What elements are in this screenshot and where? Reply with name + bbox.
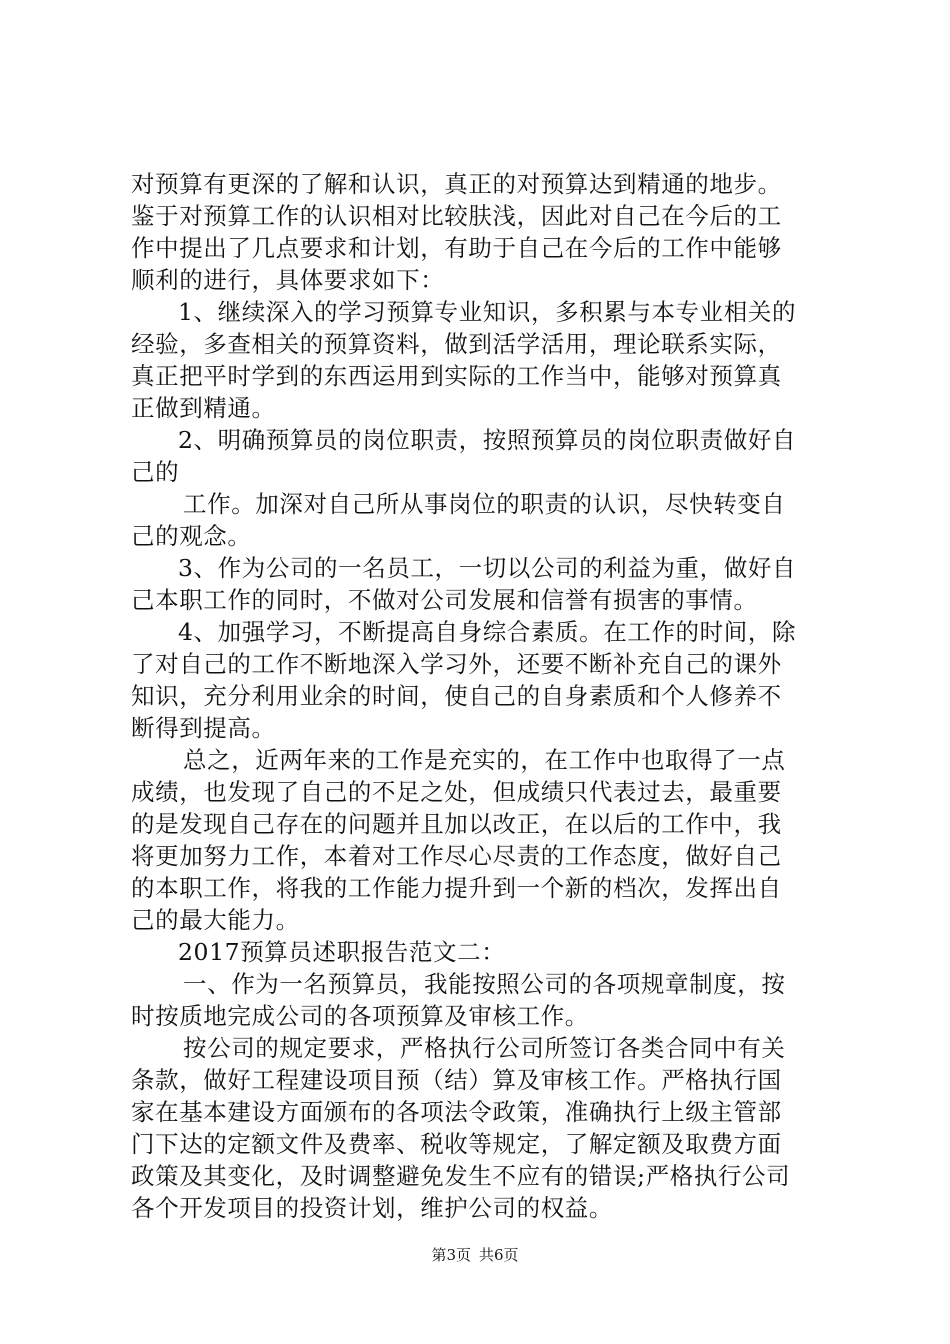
text-line: 真正把平时学到的东西运用到实际的工作当中，能够对预算真 [131,362,782,390]
text-line: 按公司的规定要求，严格执行公司所签订各类合同中有关 [183,1034,786,1062]
text-line: 断得到提高。 [131,714,276,742]
text-line: 2、明确预算员的岗位职责，按照预算员的岗位职责做好自 [178,426,797,454]
text-line: 知识，充分利用业余的时间，使自己的自身素质和个人修养不 [131,682,782,710]
text-line: 的本职工作，将我的工作能力提升到一个新的档次，发挥出自 [131,874,782,902]
text-line: 各个开发项目的投资计划，维护公司的权益。 [131,1194,613,1222]
text-line: 1、继续深入的学习预算专业知识，多积累与本专业相关的 [178,298,797,326]
text-line: 工作。加深对自己所从事岗位的职责的认识，尽快转变自 [183,490,786,518]
page-footer [0,1245,950,1265]
text-line: 4、加强学习，不断提高自身综合素质。在工作的时间，除 [178,618,797,646]
text-line: 正做到精通。 [131,394,276,422]
text-line: 将更加努力工作，本着对工作尽心尽责的工作态度，做好自己 [131,842,782,870]
text-line: 顺利的进行，具体要求如下： [131,266,445,294]
text-line: 经验，多查相关的预算资料，做到活学活用，理论联系实际， [131,330,782,358]
section-heading: 2017预算员述职报告范文二： [178,938,506,966]
text-line: 的是发现自己存在的问题并且加以改正，在以后的工作中，我 [131,810,782,838]
text-line: 成绩，也发现了自己的不足之处，但成绩只代表过去，最重要 [131,778,782,806]
text-line: 鉴于对预算工作的认识相对比较肤浅，因此对自己在今后的工 [131,202,782,230]
document-body [131,168,831,1224]
text-line: 己的 [131,458,180,486]
text-line: 总之，近两年来的工作是充实的，在工作中也取得了一点 [183,746,786,774]
text-line: 一、作为一名预算员，我能按照公司的各项规章制度，按 [183,970,786,998]
text-line: 作中提出了几点要求和计划，有助于自己在今后的工作中能够 [131,234,782,262]
text-line: 条款，做好工程建设项目预（结）算及审核工作。严格执行国 [131,1066,782,1094]
text-line: 时按质地完成公司的各项预算及审核工作。 [131,1002,589,1030]
text-line: 己的观念。 [131,522,252,550]
page-number: 第3页 [431,1246,471,1264]
page-total: 共6页 [479,1246,519,1264]
text-line: 政策及其变化，及时调整避免发生不应有的错误;严格执行公司 [131,1162,791,1190]
text-line: 门下达的定额文件及费率、税收等规定，了解定额及取费方面 [131,1130,782,1158]
text-line: 己的最大能力。 [131,906,300,934]
text-line: 家在基本建设方面颁布的各项法令政策，准确执行上级主管部 [131,1098,782,1126]
text-line: 3、作为公司的一名员工，一切以公司的利益为重，做好自 [178,554,797,582]
text-line: 己本职工作的同时，不做对公司发展和信誉有损害的事情。 [131,586,758,614]
text-line: 对预算有更深的了解和认识，真正的对预算达到精通的地步。 [131,170,782,198]
text-line: 了对自己的工作不断地深入学习外，还要不断补充自己的课外 [131,650,782,678]
